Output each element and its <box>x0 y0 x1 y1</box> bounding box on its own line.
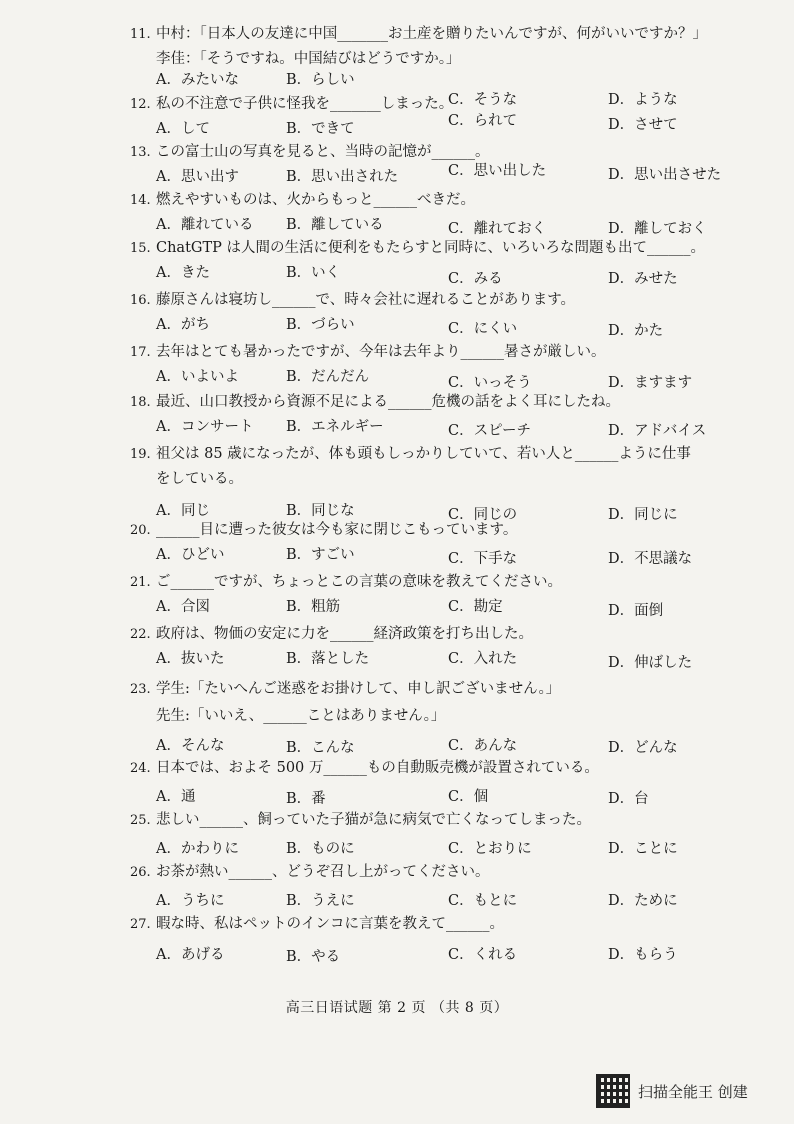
option-b[interactable]: B．思い出された <box>286 169 399 185</box>
question-number: 18. <box>130 395 151 410</box>
option-d[interactable]: D．かた <box>608 323 664 339</box>
option-d[interactable]: D．みせた <box>608 271 678 287</box>
options-row <box>130 837 770 861</box>
question-number: 11. <box>130 27 151 42</box>
question-number: 15. <box>130 241 151 256</box>
option-d[interactable]: D．台 <box>608 791 649 807</box>
option-c[interactable]: C．スピーチ <box>448 423 532 439</box>
question-text: 藤原さんは寝坊し______で、時々会社に遅れることがあります。 <box>156 292 576 308</box>
question-13 <box>130 140 770 189</box>
options-row <box>130 889 770 913</box>
option-a[interactable]: A．ひどい <box>156 547 225 563</box>
question-text: 政府は、物価の安定に力を______経済政策を打ち出した。 <box>156 626 533 642</box>
question-number: 21. <box>130 575 151 590</box>
question-number: 12. <box>130 97 151 112</box>
option-c[interactable]: C．勘定 <box>448 599 503 615</box>
option-b[interactable]: B．落とした <box>286 651 370 667</box>
question-number: 17. <box>130 345 151 360</box>
question-text: 暇な時、私はペットのインコに言葉を教えて______。 <box>156 916 504 932</box>
question-text: 日本では、およそ 500 万______もの自動販売機が設置されている。 <box>156 760 599 776</box>
options-row <box>130 213 770 237</box>
options-row <box>130 943 770 967</box>
option-c[interactable]: C．そうな <box>448 92 518 108</box>
option-a[interactable]: A．合図 <box>156 599 210 615</box>
option-b[interactable]: B．エネルギー <box>286 419 384 435</box>
options-row <box>130 734 770 758</box>
option-b[interactable]: B．こんな <box>286 740 355 756</box>
option-a[interactable]: A．離れている <box>156 217 254 233</box>
option-b[interactable]: B．らしい <box>286 72 355 88</box>
option-c[interactable]: C．個 <box>448 789 489 805</box>
option-a[interactable]: A．コンサート <box>156 419 254 435</box>
question-15 <box>130 236 770 285</box>
option-a[interactable]: A．そんな <box>156 738 225 754</box>
option-d[interactable]: D．させて <box>608 117 678 133</box>
option-c[interactable]: C．みる <box>448 271 503 287</box>
question-23 <box>130 676 770 758</box>
option-b[interactable]: B．ものに <box>286 841 355 857</box>
option-a[interactable]: A．あげる <box>156 947 225 963</box>
question-20 <box>130 518 770 567</box>
question-11 <box>130 22 770 69</box>
options-row <box>130 543 770 567</box>
question-text: 中村：「日本人の友達に中国_______お土産を贈りたいんですが、何がいいですか？」 <box>156 26 707 42</box>
option-b[interactable]: B．いく <box>286 265 341 281</box>
option-b[interactable]: B．やる <box>286 949 341 965</box>
option-b[interactable]: B．すごい <box>286 547 355 563</box>
question-number: 16. <box>130 293 151 308</box>
option-d[interactable]: D．ますます <box>608 375 693 391</box>
question-text: 祖父は 85 歳になったが、体も頭もしっかりしていて、若い人と______ように仕事 <box>156 446 691 462</box>
question-12 <box>130 92 770 141</box>
question-number: 22. <box>130 627 151 642</box>
question-25 <box>130 808 770 861</box>
scanner-watermark <box>596 1074 748 1108</box>
option-d[interactable]: D．ことに <box>608 841 678 857</box>
question-17 <box>130 340 770 389</box>
question-text: 私の不注意で子供に怪我を_______しまった。 <box>156 96 454 112</box>
option-d[interactable]: D．不思議な <box>608 551 693 567</box>
question-27 <box>130 912 770 967</box>
question-number: 19. <box>130 447 151 462</box>
question-text-line2: 先生:「いいえ、______ことはありません。」 <box>156 708 446 724</box>
option-a[interactable]: A．きた <box>156 265 210 281</box>
options-row <box>130 365 770 389</box>
watermark-text: 扫描全能王 创建 <box>638 1082 748 1101</box>
question-text: ご______ですが、ちょっとこの言葉の意味を教えてください。 <box>156 574 562 590</box>
question-number: 20. <box>130 523 151 538</box>
option-c[interactable]: C．られて <box>448 113 518 129</box>
option-d[interactable]: D．離しておく <box>608 221 707 237</box>
option-c[interactable]: C．同じの <box>448 507 518 523</box>
qr-code-icon <box>596 1074 630 1108</box>
option-c[interactable]: C．離れておく <box>448 221 547 237</box>
question-number: 13. <box>130 145 151 160</box>
question-19 <box>130 442 770 523</box>
question-number: 14. <box>130 193 151 208</box>
option-a[interactable]: A．して <box>156 121 210 137</box>
question-text: 学生:「たいへんご迷惑をお掛けして、申し訳ございません。」 <box>156 681 561 697</box>
options-row <box>130 313 770 337</box>
question-number: 24. <box>130 761 151 776</box>
option-d[interactable]: D．思い出させた <box>608 167 722 183</box>
question-text: お茶が熱い______、どうぞ召し上がってください。 <box>156 864 490 880</box>
option-d[interactable]: D．アドバイス <box>608 423 707 439</box>
option-c[interactable]: C．入れた <box>448 651 518 667</box>
option-c[interactable]: C．下手な <box>448 551 518 567</box>
option-a[interactable]: A．かわりに <box>156 841 239 857</box>
option-d[interactable]: D．同じに <box>608 507 678 523</box>
option-d[interactable]: D．どんな <box>608 740 678 756</box>
option-d[interactable]: D．もらう <box>608 947 678 963</box>
option-c[interactable]: C．もとに <box>448 893 518 909</box>
option-d[interactable]: D．伸ばした <box>608 655 693 671</box>
option-a[interactable]: A．いよいよ <box>156 369 239 385</box>
option-a[interactable]: A．思い出す <box>156 169 239 185</box>
question-text: ______目に遭った彼女は今も家に閉じこもっています。 <box>156 522 518 538</box>
question-text: ChatGTP は人間の生活に便利をもたらすと同時に、いろいろな問題も出て______。 <box>156 240 706 256</box>
question-number: 27. <box>130 917 151 932</box>
question-text: この富士山の写真を見ると、当時の記憶が______。 <box>156 144 490 160</box>
options-row <box>130 261 770 285</box>
options-row <box>130 45 770 69</box>
option-b[interactable]: B．粗筋 <box>286 599 341 615</box>
option-a[interactable]: A．がち <box>156 317 210 333</box>
question-text-line2: をしている。 <box>156 471 243 487</box>
option-a[interactable]: A．うちに <box>156 893 225 909</box>
options-row <box>130 113 770 141</box>
option-b[interactable]: B．離している <box>286 217 384 233</box>
option-c[interactable]: C．にくい <box>448 321 518 337</box>
question-text: 去年はとても暑かったですが、今年は去年より______暑さが厳しい。 <box>156 344 606 360</box>
question-text: 燃えやすいものは、火からもっと______べきだ。 <box>156 192 475 208</box>
option-b[interactable]: B．番 <box>286 791 326 807</box>
options-row <box>130 415 770 439</box>
question-text: 悲しい______、飼っていた子猫が急に病気で亡くなってしまった。 <box>156 812 591 828</box>
option-a[interactable]: A．抜いた <box>156 651 225 667</box>
option-c[interactable]: C．くれる <box>448 947 518 963</box>
question-14 <box>130 188 770 237</box>
option-a[interactable]: A．みたいな <box>156 72 239 88</box>
question-number: 25. <box>130 813 151 828</box>
question-24 <box>130 756 770 809</box>
option-d[interactable]: D．面倒 <box>608 603 664 619</box>
option-d[interactable]: D．ような <box>608 92 678 108</box>
question-text-line2: 李佳：「そうですね。中国結びはどうですか。」 <box>156 51 461 67</box>
options-row <box>130 785 770 809</box>
option-b[interactable]: B．づらい <box>286 317 355 333</box>
option-a[interactable]: A．通 <box>156 789 196 805</box>
question-18 <box>130 390 770 439</box>
options-row <box>130 647 770 671</box>
option-a[interactable]: A．同じ <box>156 503 210 519</box>
options-row <box>130 165 770 189</box>
question-number: 23. <box>130 682 151 697</box>
option-b[interactable]: B．同じな <box>286 503 355 519</box>
question-number: 26. <box>130 865 151 880</box>
option-d[interactable]: D．ために <box>608 893 678 909</box>
option-c[interactable]: C．あんな <box>448 738 518 754</box>
question-26 <box>130 860 770 913</box>
question-22 <box>130 622 770 671</box>
options-row <box>130 595 770 619</box>
option-c[interactable]: C．とおりに <box>448 841 532 857</box>
question-21 <box>130 570 770 619</box>
page-footer: 高三日语试题 第 2 页 （共 8 页） <box>285 1000 509 1016</box>
option-b[interactable]: B．できて <box>286 121 355 137</box>
option-b[interactable]: B．だんだん <box>286 369 370 385</box>
option-c[interactable]: C．いっそう <box>448 375 532 391</box>
question-text: 最近、山口教授から資源不足による______危機の話をよく耳にしたね。 <box>156 394 620 410</box>
option-c[interactable]: C．思い出した <box>448 163 547 179</box>
option-b[interactable]: B．うえに <box>286 893 355 909</box>
question-16 <box>130 288 770 337</box>
